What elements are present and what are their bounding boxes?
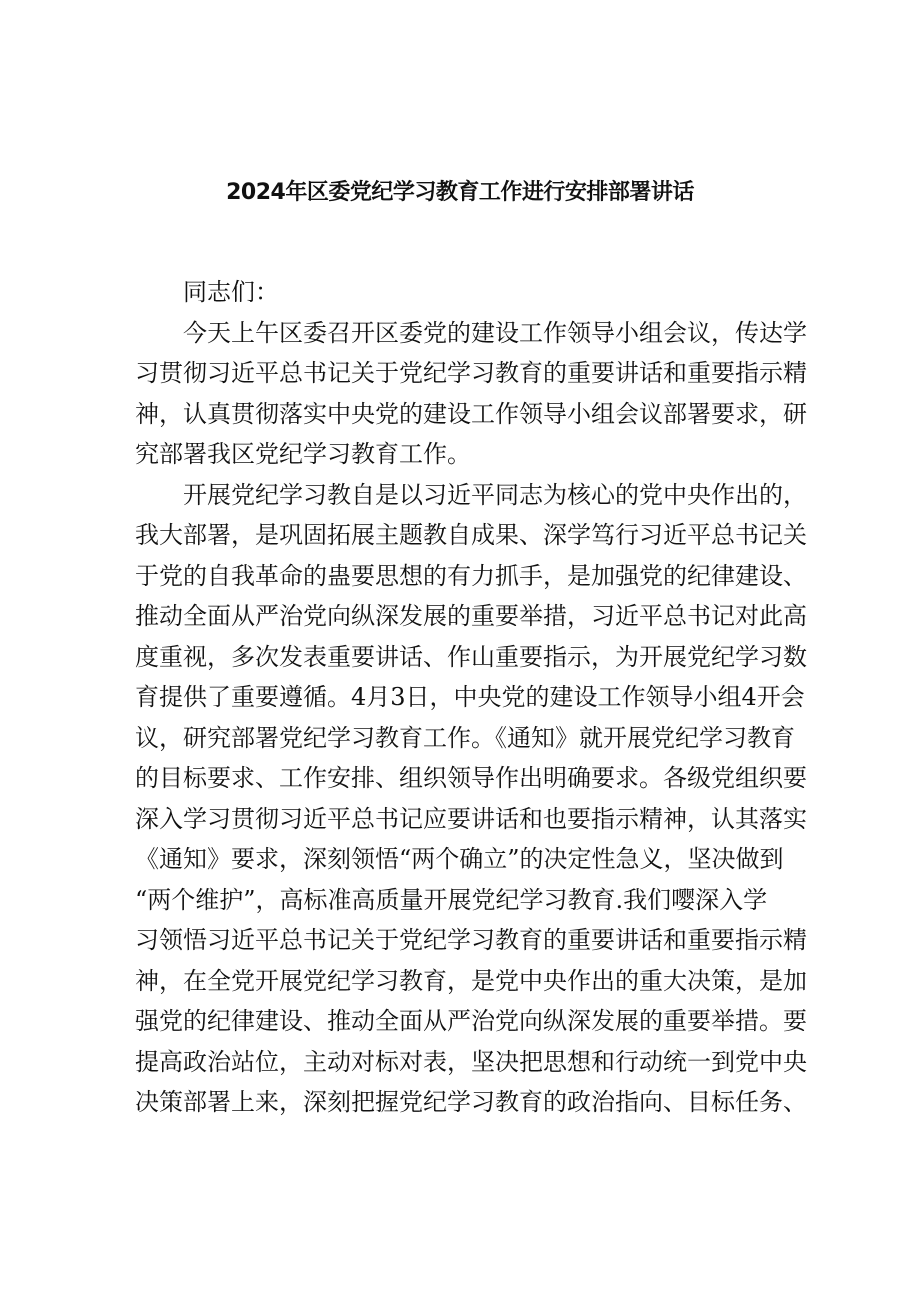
paragraph-line: 开展党纪学习教自是以习近平同志为核心的党中央作出的， xyxy=(183,480,807,509)
document-body xyxy=(135,272,807,1123)
paragraph-line: 强党的纪律建设、推动全面从严治党向纵深发展的重要举措。要 xyxy=(135,1007,807,1035)
document-title: 2024年区委党纪学习教育工作进行安排部署讲话 xyxy=(226,180,694,205)
paragraph-line: 于党的自我革命的蛊要思想的有力抓手，是加强党的纪律建设、 xyxy=(135,561,807,590)
paragraph-2 xyxy=(135,475,807,1123)
paragraph-line: 决策部署上来，深刻把握党纪学习教育的政治指向、目标任务、 xyxy=(135,1088,807,1116)
paragraph-line: 育提供了重要遵循。4月3日，中央党的建设工作领导小组4开会 xyxy=(135,683,805,711)
paragraph-line: 深入学习贯彻习近平总书记应要讲话和也要指示精神，认其落实 xyxy=(135,804,807,833)
paragraph-line: 议，研究部署党纪学习教育工作。《通知》就开展党纪学习教育 xyxy=(135,723,795,752)
paragraph-line: 究部署我区党纪学习教育工作。 xyxy=(135,440,471,468)
paragraph-line: 我大部署，是巩固拓展主题教自成果、深学笃行习近平总书记关 xyxy=(135,521,807,549)
paragraph-line: 神，在全党开展党纪学习教育，是党中央作出的重大决策，是加 xyxy=(135,966,807,995)
paragraph-line: 推动全面从严治党向纵深发展的重要举措，习近平总书记对此高 xyxy=(135,602,807,630)
paragraph-line: 度重视，多次发表重要讲话、作山重要指示，为开展党纪学习数 xyxy=(135,642,807,671)
paragraph-1 xyxy=(135,313,807,475)
paragraph-line: 习贯彻习近平总书记关于党纪学习教育的重要讲话和重要指示精 xyxy=(135,359,807,387)
paragraph-line: 提高政治站位，主动对标对表，坚决把思想和行动统一到党中央 xyxy=(135,1047,807,1076)
salutation: 同志们： xyxy=(183,278,279,306)
paragraph-line: 神，认真贯彻落实中央党的建设工作领导小组会议部署要求，研 xyxy=(135,399,807,428)
paragraph-line: 《通知》要求，深刻领悟“两个确立”的决定性急义，坚决做到 xyxy=(135,845,784,873)
paragraph-line: 习领悟习近平总书记关于党纪学习教育的重要讲话和重要指示精 xyxy=(135,926,807,954)
paragraph-line: 今天上午区委召开区委党的建设工作领导小组会议，传达学 xyxy=(183,318,807,347)
paragraph-line: 的目标要求、工作安排、组织领导作出明确要求。各级党组织要 xyxy=(135,764,807,792)
paragraph-line: “两个维护”，高标准高质量开展党纪学习教育.我们嘤深入学 xyxy=(135,885,768,914)
